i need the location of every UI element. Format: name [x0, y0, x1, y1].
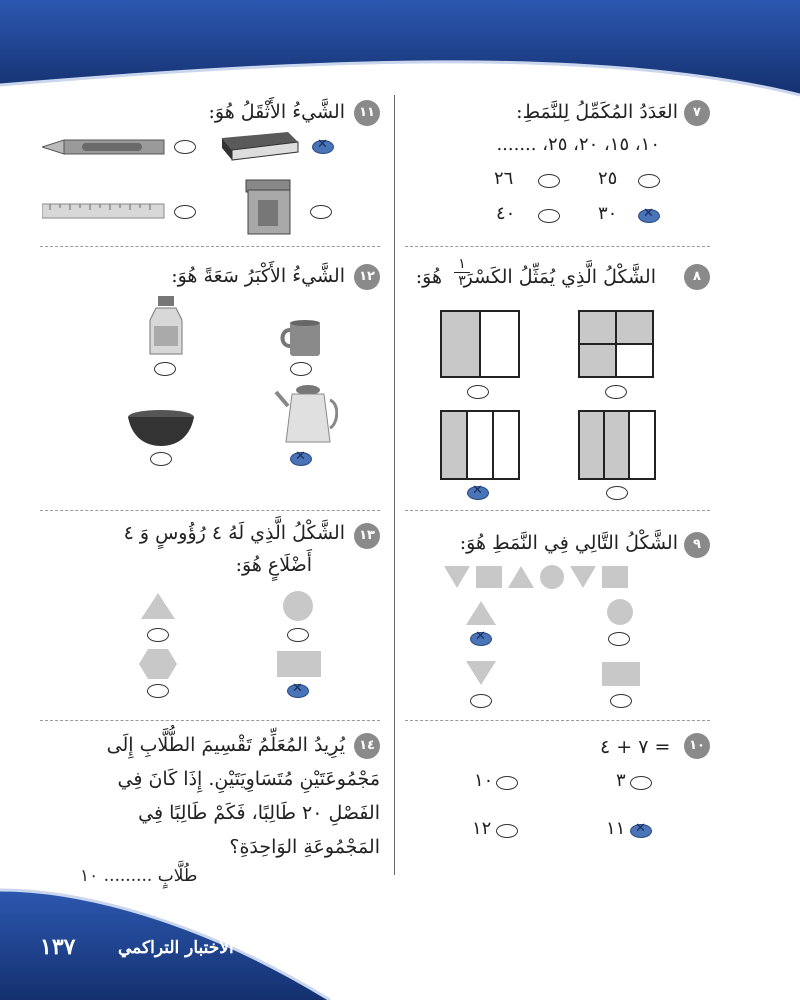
q10-option-12[interactable]: [496, 824, 518, 838]
answer-unit: طُلَّابٍ: [157, 866, 198, 886]
q7-option-30-selected[interactable]: [638, 209, 660, 223]
pencil-image: [42, 138, 166, 156]
teapot-image: [274, 380, 338, 446]
bowl-image: [126, 408, 196, 448]
q10-option-3[interactable]: [630, 776, 652, 790]
q9-option-triangle-up-shape: [465, 600, 497, 626]
q9-option-triangle-up-selected[interactable]: [470, 632, 492, 646]
q10-option-10-label: ١٠: [474, 770, 494, 791]
q11-option-pencil[interactable]: [174, 140, 196, 154]
q12-option-bottle[interactable]: [154, 362, 176, 376]
q13-option-triangle[interactable]: [147, 628, 169, 642]
q7-option-25[interactable]: [638, 174, 660, 188]
question-number-7: ٧: [684, 100, 710, 126]
q10-option-3-label: ٣: [616, 770, 626, 791]
q9-option-triangle-down-shape: [465, 660, 497, 686]
question-number-14: ١٤: [354, 733, 380, 759]
question-8-title: الشَّكْلُ الَّذِي يُمَثِّلُ الكَسْرَ: [463, 266, 656, 288]
bottle-image: [146, 294, 186, 358]
q8-option-third-selected[interactable]: [467, 486, 489, 500]
column-divider: [394, 95, 395, 875]
q13-circle-shape: [282, 590, 314, 622]
row-divider-2: [40, 510, 380, 511]
q8-shape-two-thirds-rect: [578, 410, 656, 480]
question-12-title: الشَّيءُ الأَكْبَرُ سَعَةً هُوَ:: [171, 265, 345, 287]
question-11-title: الشَّيءُ الأَثْقَلُ هُوَ:: [208, 101, 345, 123]
q7-option-40[interactable]: [538, 209, 560, 223]
q9-option-square[interactable]: [610, 694, 632, 708]
q9-option-circle-shape: [606, 598, 634, 626]
row-divider-3: [40, 720, 380, 721]
crayon-box-image: [244, 178, 294, 236]
question-number-9: ٩: [684, 532, 710, 558]
q7-option-26[interactable]: [538, 174, 560, 188]
q9-option-square-shape: [601, 661, 641, 687]
q10-option-12-label: ١٢: [472, 818, 492, 839]
answer-dots: .........: [103, 866, 153, 886]
header-band: [0, 0, 800, 100]
row-divider-1b: [405, 246, 710, 247]
book-image: [218, 128, 300, 162]
q9-option-circle[interactable]: [608, 632, 630, 646]
q8-shape-third-rect: [440, 410, 520, 480]
question-8-title-end: هُوَ:: [415, 266, 442, 288]
q9-option-triangle-down[interactable]: [470, 694, 492, 708]
question-13-line2: أَضْلَاعٍ هُوَ:: [235, 554, 312, 576]
q10-option-11-selected[interactable]: [630, 824, 652, 838]
q11-option-ruler[interactable]: [174, 205, 196, 219]
q8-fraction: [454, 256, 470, 289]
q13-hexagon-shape: [138, 648, 178, 680]
question-number-13: ١٣: [354, 523, 380, 549]
question-number-11: ١١: [354, 100, 380, 126]
q13-rectangle-shape: [276, 650, 322, 678]
fraction-denominator: ٣: [458, 273, 466, 289]
question-number-12: ١٢: [354, 264, 380, 290]
question-7-title: العَدَدُ المُكَمِّلُ لِلنَّمَطِ:: [516, 101, 678, 123]
q8-option-half[interactable]: [467, 385, 489, 399]
answer-value[interactable]: ١٠: [80, 866, 99, 886]
page-number: ١٣٧: [40, 934, 76, 960]
row-divider-2b: [405, 510, 710, 511]
q13-triangle-shape: [140, 592, 176, 620]
question-10-title: ٧ + ٤ =: [600, 736, 671, 758]
row-divider-3b: [405, 720, 710, 721]
ruler-image: [42, 203, 166, 219]
q8-shape-quarter-square: [578, 310, 654, 378]
question-number-10: ١٠: [684, 733, 710, 759]
q13-option-circle[interactable]: [287, 628, 309, 642]
q13-option-hexagon[interactable]: [147, 684, 169, 698]
q10-option-10[interactable]: [496, 776, 518, 790]
q11-option-book-selected[interactable]: [312, 140, 334, 154]
q10-option-11-label: ١١: [606, 818, 626, 839]
q8-option-quarters[interactable]: [605, 385, 627, 399]
question-7-sequence: ١٠، ١٥، ٢٠، ٢٥، .......: [496, 134, 660, 155]
mug-image: [280, 318, 328, 358]
q9-pattern-row: [442, 564, 666, 590]
q7-option-26-label: ٢٦: [494, 168, 514, 189]
row-divider-1: [40, 246, 380, 247]
question-14-line4: المَجْمُوعَةِ الوَاحِدَةِ؟: [229, 836, 380, 858]
q12-option-mug[interactable]: [290, 362, 312, 376]
q7-option-40-label: ٤٠: [496, 203, 516, 224]
q7-option-25-label: ٢٥: [598, 168, 618, 189]
question-number-8: ٨: [684, 264, 710, 290]
q8-shape-half-square: [440, 310, 520, 378]
q7-option-30-label: ٣٠: [598, 203, 618, 224]
q13-option-rectangle-selected[interactable]: [287, 684, 309, 698]
footer-title: الاختبار التراكمي: [118, 938, 234, 958]
question-13-line1: الشَّكْلُ الَّذِي لَهُ ٤ رُؤُوسٍ وَ ٤: [123, 522, 345, 544]
question-14-line1: يُرِيدُ المُعَلِّمُ تَقْسِيمَ الطُّلَّابِ إِلَى: [106, 734, 345, 756]
question-9-title: الشَّكْلُ التَّالِي فِي النَّمَطِ هُوَ:: [459, 532, 678, 554]
q12-option-teapot-selected[interactable]: [290, 452, 312, 466]
question-14-line3: الفَصْلِ ٢٠ طَالِبًا، فَكَمْ طَالِبًا فِي: [138, 802, 380, 824]
q12-option-bowl[interactable]: [150, 452, 172, 466]
question-14-line2: مَجْمُوعَتَيْنِ مُتَسَاوِيَتَيْنِ. إِذَا كَانَ فِي: [117, 768, 380, 790]
fraction-numerator: ١: [454, 256, 470, 273]
q11-option-crayons[interactable]: [310, 205, 332, 219]
q8-option-two-thirds[interactable]: [606, 486, 628, 500]
